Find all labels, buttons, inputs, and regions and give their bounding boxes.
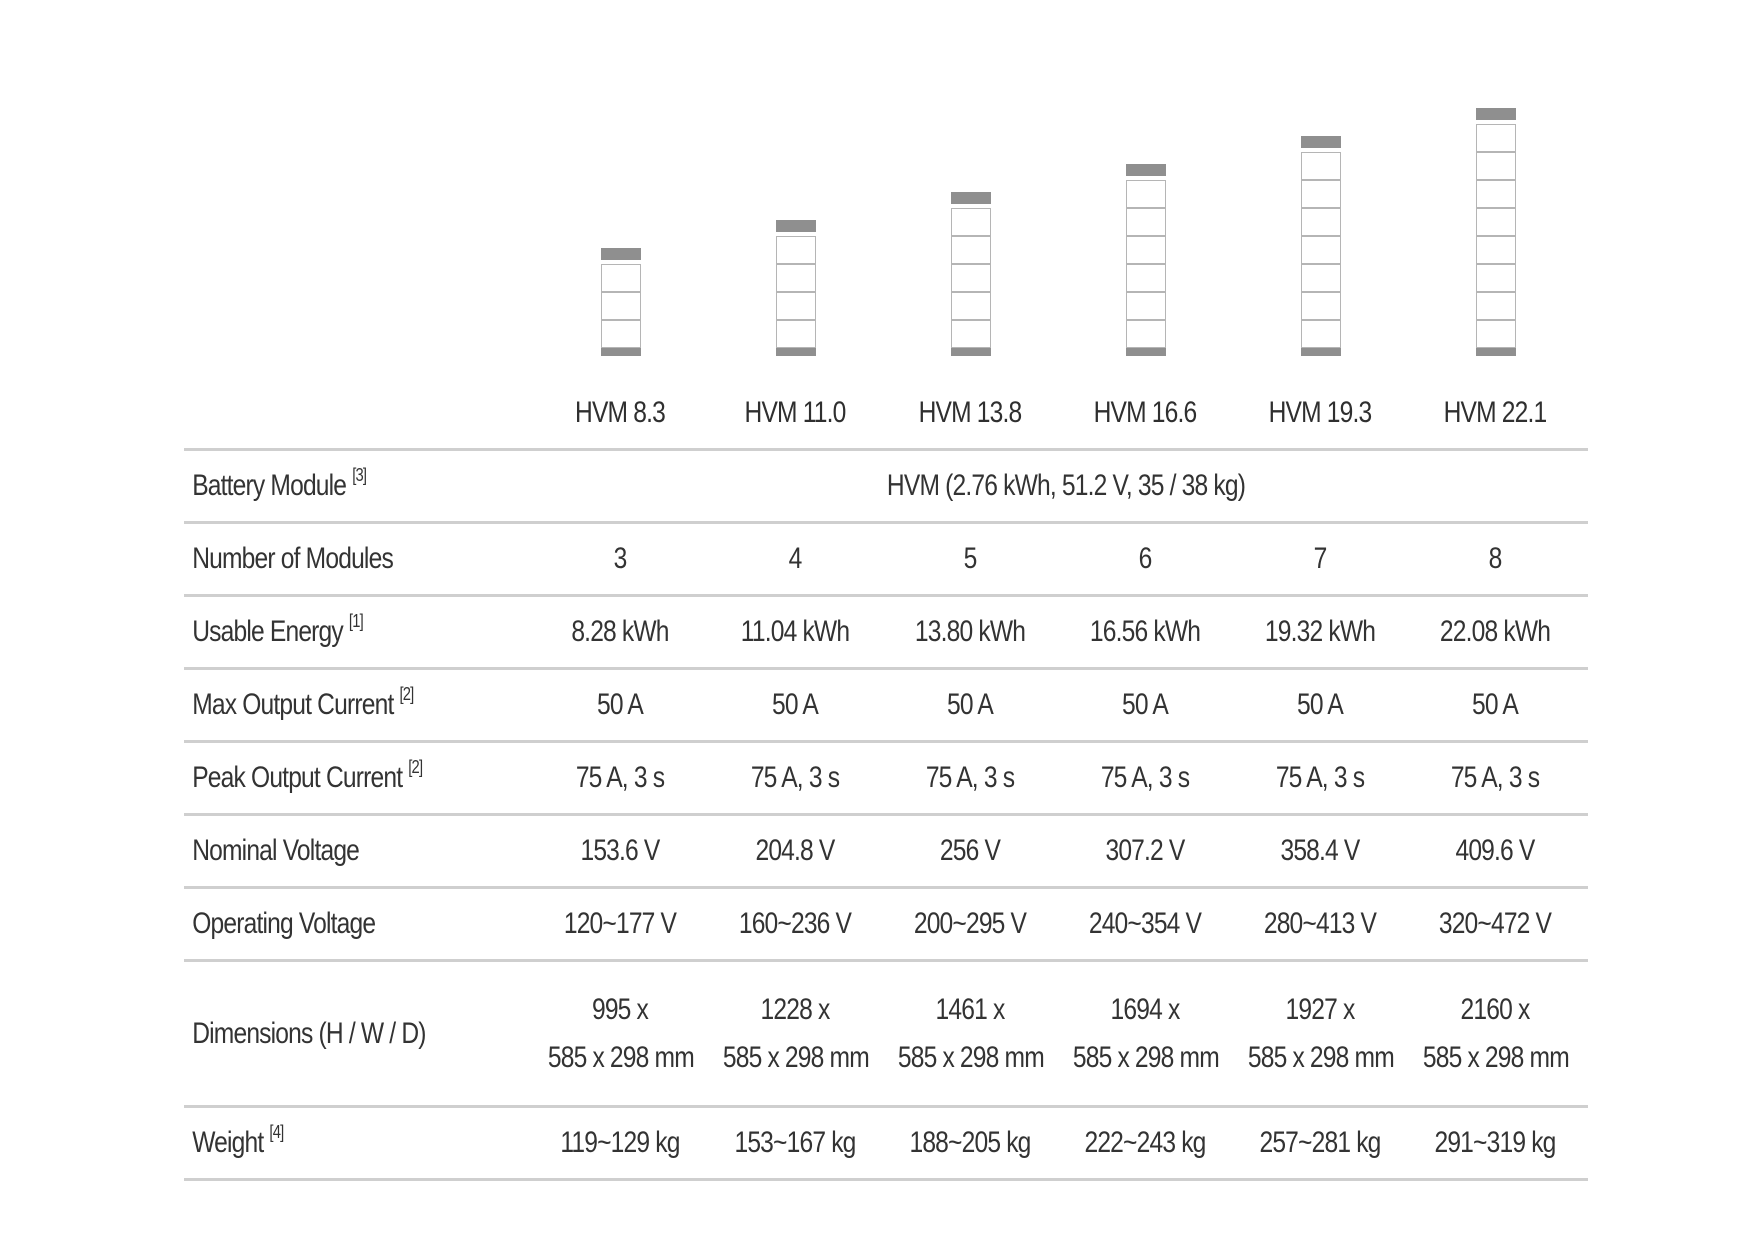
battery-module-block <box>601 264 641 292</box>
cell <box>1423 986 1567 1082</box>
cell: 320~472 V <box>1438 907 1552 940</box>
cell: 11.04 kWh <box>740 615 850 648</box>
cell: 280~413 V <box>1263 907 1377 940</box>
stack-illustrations <box>0 0 1754 380</box>
battery-module-block <box>1476 152 1516 180</box>
cell: 291~319 kg <box>1434 1126 1556 1159</box>
cell: 153.6 V <box>580 834 660 867</box>
cell: 5 <box>963 542 977 575</box>
stack-hvm-16-6 <box>1126 164 1166 356</box>
cell: 204.8 V <box>755 834 835 867</box>
stack-top-cap <box>1476 108 1516 120</box>
cell: 153~167 kg <box>734 1126 856 1159</box>
model-header-hvm-13-8: HVM 13.8 <box>918 396 1022 429</box>
cell: 358.4 V <box>1280 834 1360 867</box>
cell: 4 <box>788 542 802 575</box>
dim-line-1: 1927 x <box>1285 992 1355 1026</box>
battery-module-block <box>1126 208 1166 236</box>
cell: 50 A <box>1297 688 1343 721</box>
row-label: Nominal Voltage <box>192 834 360 867</box>
battery-module-block <box>1126 236 1166 264</box>
cell: 50 A <box>1122 688 1168 721</box>
battery-module-block <box>601 292 641 320</box>
row-max-output-current <box>184 667 1588 740</box>
row-label: Dimensions (H / W / D) <box>192 1016 426 1050</box>
label-text: Peak Output Current <box>192 761 403 794</box>
battery-module-block <box>1126 320 1166 348</box>
row-usable-energy <box>184 594 1588 667</box>
model-header-hvm-8-3: HVM 8.3 <box>575 396 665 429</box>
dim-line-1: 2160 x <box>1460 992 1530 1026</box>
battery-module-block <box>1476 292 1516 320</box>
model-header-hvm-22-1: HVM 22.1 <box>1443 396 1547 429</box>
cell: 50 A <box>947 688 993 721</box>
dim-line-2: 585 x 298 mm <box>1072 1040 1219 1074</box>
dim-line-1: 1228 x <box>760 992 830 1026</box>
battery-module-block <box>776 292 816 320</box>
cell <box>1073 986 1217 1082</box>
cell <box>723 986 867 1082</box>
footnote-ref: [2] <box>408 757 423 777</box>
cell: 75 A, 3 s <box>1450 761 1540 794</box>
battery-module-block <box>776 264 816 292</box>
cell: 50 A <box>772 688 818 721</box>
row-label <box>184 1122 487 1160</box>
stack-base <box>1126 348 1166 356</box>
cell: 16.56 kWh <box>1089 615 1201 648</box>
stack-hvm-8-3 <box>601 248 641 356</box>
stack-hvm-19-3 <box>1301 136 1341 356</box>
dim-line-2: 585 x 298 mm <box>1422 1040 1569 1074</box>
stack-top-cap <box>776 220 816 232</box>
battery-module-block <box>1476 236 1516 264</box>
battery-module-block <box>951 264 991 292</box>
cell: 22.08 kWh <box>1439 615 1551 648</box>
row-dimensions <box>184 959 1588 1105</box>
label-text: Max Output Current <box>192 688 394 721</box>
battery-module-block <box>1301 208 1341 236</box>
cell: 8.28 kWh <box>571 615 669 648</box>
row-weight <box>184 1105 1588 1181</box>
cell: 7 <box>1313 542 1327 575</box>
battery-module-block <box>1126 180 1166 208</box>
row-label: Number of Modules <box>192 542 393 575</box>
cell: 409.6 V <box>1455 834 1535 867</box>
stack-top-cap <box>1301 136 1341 148</box>
battery-module-block <box>951 236 991 264</box>
cell: 119~129 kg <box>560 1126 680 1159</box>
battery-module-block <box>1476 124 1516 152</box>
dim-line-2: 585 x 298 mm <box>897 1040 1044 1074</box>
stack-base <box>1301 348 1341 356</box>
model-header-hvm-11-0: HVM 11.0 <box>744 396 846 429</box>
stack-hvm-13-8 <box>951 192 991 356</box>
battery-module-block <box>951 292 991 320</box>
footnote-ref: [3] <box>352 465 367 485</box>
row-nominal-voltage <box>184 813 1588 886</box>
cell: 6 <box>1138 542 1152 575</box>
battery-module-block <box>1476 208 1516 236</box>
battery-module-block <box>1476 180 1516 208</box>
model-header-hvm-16-6: HVM 16.6 <box>1093 396 1197 429</box>
battery-module-block <box>1301 180 1341 208</box>
row-peak-output-current <box>184 740 1588 813</box>
battery-module-block <box>1301 320 1341 348</box>
cell: 240~354 V <box>1088 907 1202 940</box>
battery-module-block <box>951 208 991 236</box>
battery-module-value: HVM (2.76 kWh, 51.2 V, 35 / 38 kg) <box>886 469 1246 502</box>
row-label <box>184 757 487 795</box>
battery-module-block <box>1301 236 1341 264</box>
stack-top-cap <box>951 192 991 204</box>
label-text: Battery Module <box>192 469 347 502</box>
cell <box>548 986 692 1082</box>
label-text: Usable Energy <box>192 615 343 648</box>
stack-hvm-22-1 <box>1476 108 1516 356</box>
stack-base <box>1476 348 1516 356</box>
battery-module-block <box>1126 264 1166 292</box>
dim-line-1: 1694 x <box>1110 992 1180 1026</box>
cell: 75 A, 3 s <box>750 761 840 794</box>
battery-module-block <box>601 320 641 348</box>
cell <box>898 986 1042 1082</box>
cell: 307.2 V <box>1105 834 1185 867</box>
battery-module-block <box>1476 264 1516 292</box>
dim-line-2: 585 x 298 mm <box>722 1040 869 1074</box>
row-label: Operating Voltage <box>192 907 376 940</box>
cell: 75 A, 3 s <box>1100 761 1190 794</box>
cell: 200~295 V <box>913 907 1027 940</box>
stack-base <box>776 348 816 356</box>
cell: 75 A, 3 s <box>575 761 665 794</box>
cell: 3 <box>613 542 627 575</box>
footnote-ref: [4] <box>269 1122 284 1142</box>
row-label <box>184 611 487 649</box>
stack-top-cap <box>1126 164 1166 176</box>
battery-module-block <box>1301 292 1341 320</box>
battery-module-block <box>951 320 991 348</box>
cell: 75 A, 3 s <box>925 761 1015 794</box>
stack-top-cap <box>601 248 641 260</box>
battery-module-block <box>1301 264 1341 292</box>
dim-line-2: 585 x 298 mm <box>1247 1040 1394 1074</box>
stack-hvm-11-0 <box>776 220 816 356</box>
footnote-ref: [2] <box>399 684 414 704</box>
cell: 50 A <box>597 688 643 721</box>
footnote-ref: [1] <box>348 611 363 631</box>
cell: 188~205 kg <box>909 1126 1031 1159</box>
cell: 50 A <box>1472 688 1518 721</box>
battery-module-block <box>776 236 816 264</box>
cell: 160~236 V <box>738 907 852 940</box>
cell: 257~281 kg <box>1259 1126 1381 1159</box>
battery-module-block <box>1301 152 1341 180</box>
battery-module-block <box>1126 292 1166 320</box>
cell: 256 V <box>939 834 1001 867</box>
row-label <box>184 465 487 503</box>
row-number-of-modules <box>184 521 1588 594</box>
row-label <box>184 684 487 722</box>
cell: 8 <box>1488 542 1502 575</box>
cell: 19.32 kWh <box>1264 615 1376 648</box>
row-battery-module <box>184 448 1588 521</box>
cell: 75 A, 3 s <box>1275 761 1365 794</box>
dim-line-1: 995 x <box>591 992 649 1026</box>
battery-module-block <box>776 320 816 348</box>
row-operating-voltage <box>184 886 1588 959</box>
dim-line-1: 1461 x <box>935 992 1005 1026</box>
cell: 222~243 kg <box>1084 1126 1206 1159</box>
dim-line-2: 585 x 298 mm <box>547 1040 694 1074</box>
battery-module-block <box>1476 320 1516 348</box>
spec-table <box>184 448 1588 1181</box>
label-text: Weight <box>192 1126 264 1159</box>
cell: 120~177 V <box>563 907 677 940</box>
cell: 13.80 kWh <box>914 615 1026 648</box>
stack-base <box>951 348 991 356</box>
model-header-hvm-19-3: HVM 19.3 <box>1268 396 1372 429</box>
cell <box>1248 986 1392 1082</box>
stack-base <box>601 348 641 356</box>
